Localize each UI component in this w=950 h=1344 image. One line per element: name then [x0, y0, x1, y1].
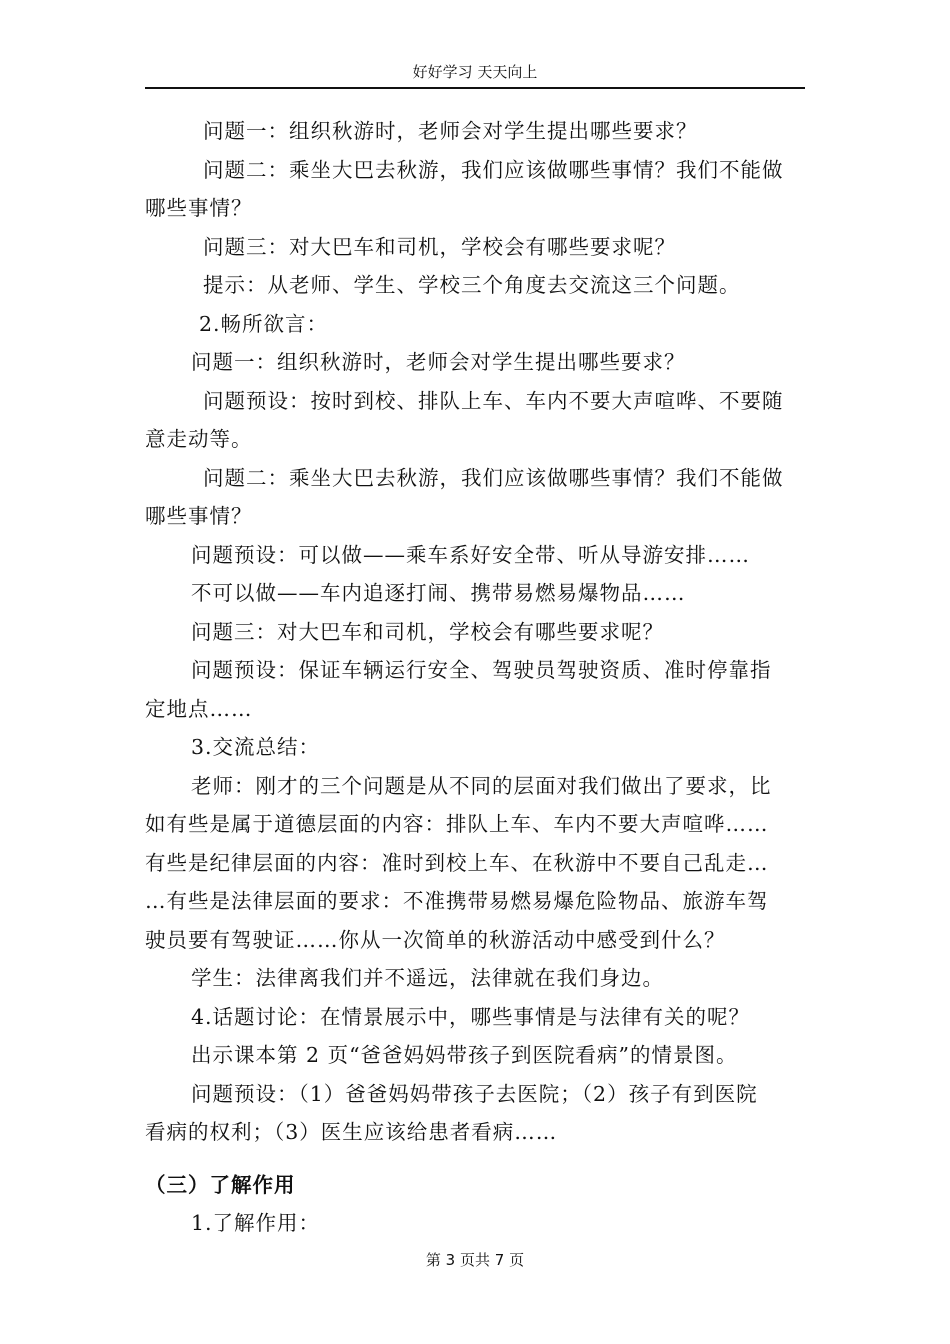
- text-line: 看病的权利；（3）医生应该给患者看病……: [145, 1120, 558, 1144]
- text-line: 问题一：组织秋游时，老师会对学生提出哪些要求？: [203, 119, 698, 143]
- text-line: 问题二：乘坐大巴去秋游，我们应该做哪些事情？我们不能做: [203, 157, 784, 182]
- page-number: 第 3 页共 7 页: [425, 1251, 525, 1269]
- text-line: 2.畅所欲言：: [199, 311, 329, 336]
- text-line: 有些是纪律层面的内容：准时到校上车、在秋游中不要自己乱走…: [145, 850, 769, 875]
- paragraph-lines: [145, 112, 795, 1152]
- document-body: [145, 112, 795, 1243]
- section-heading: （三）了解作用: [145, 1172, 296, 1197]
- text-line: 问题三：对大巴车和司机，学校会有哪些要求呢？: [191, 619, 664, 644]
- section-gap: [145, 1152, 795, 1166]
- text-line: 出示课本第 2 页“爸爸妈妈带孩子到医院看病”的情景图。: [191, 1043, 738, 1067]
- text-line: 问题预设：可以做——乘车系好安全带、听从导游安排……: [191, 542, 750, 567]
- text-line: 3.交流总结：: [191, 735, 321, 759]
- text-line: 定地点……: [145, 696, 253, 721]
- text-line: 问题三：对大巴车和司机，学校会有哪些要求呢？: [203, 234, 676, 259]
- text-line: 哪些事情？: [145, 504, 253, 528]
- text-line: 不可以做——车内追逐打闹、携带易燃易爆物品……: [191, 581, 686, 605]
- text-line: 4.话题讨论：在情景展示中，哪些事情是与法律有关的呢？: [191, 1004, 751, 1029]
- text-line: 问题一：组织秋游时，老师会对学生提出哪些要求？: [191, 350, 686, 374]
- text-line: 提示：从老师、学生、学校三个角度去交流这三个问题。: [203, 273, 741, 297]
- text-line: 驶员要有驾驶证……你从一次简单的秋游活动中感受到什么？: [145, 927, 726, 952]
- text-line: 学生：法律离我们并不遥远，法律就在我们身边。: [191, 966, 664, 990]
- header-divider: [145, 87, 805, 89]
- text-line: 问题预设：按时到校、排队上车、车内不要大声喧哗、不要随: [203, 388, 784, 413]
- text-line: 问题预设：（1）爸爸妈妈带孩子去医院；（2）孩子有到医院: [191, 1081, 758, 1106]
- page-header: 好好学习 天天向上: [412, 63, 538, 81]
- text-line: 问题二：乘坐大巴去秋游，我们应该做哪些事情？我们不能做: [203, 465, 784, 490]
- section-subheading: 1.了解作用：: [191, 1211, 321, 1235]
- text-line: …有些是法律层面的要求：不准携带易燃易爆危险物品、旅游车驾: [145, 889, 769, 913]
- text-line: 如有些是属于道德层面的内容：排队上车、车内不要大声喧哗……: [145, 812, 769, 836]
- text-line: 哪些事情？: [145, 196, 253, 220]
- text-line: 老师：刚才的三个问题是从不同的层面对我们做出了要求，比: [191, 773, 772, 798]
- text-line: 问题预设：保证车辆运行安全、驾驶员驾驶资质、准时停靠指: [191, 658, 772, 682]
- text-line: 意走动等。: [145, 427, 253, 451]
